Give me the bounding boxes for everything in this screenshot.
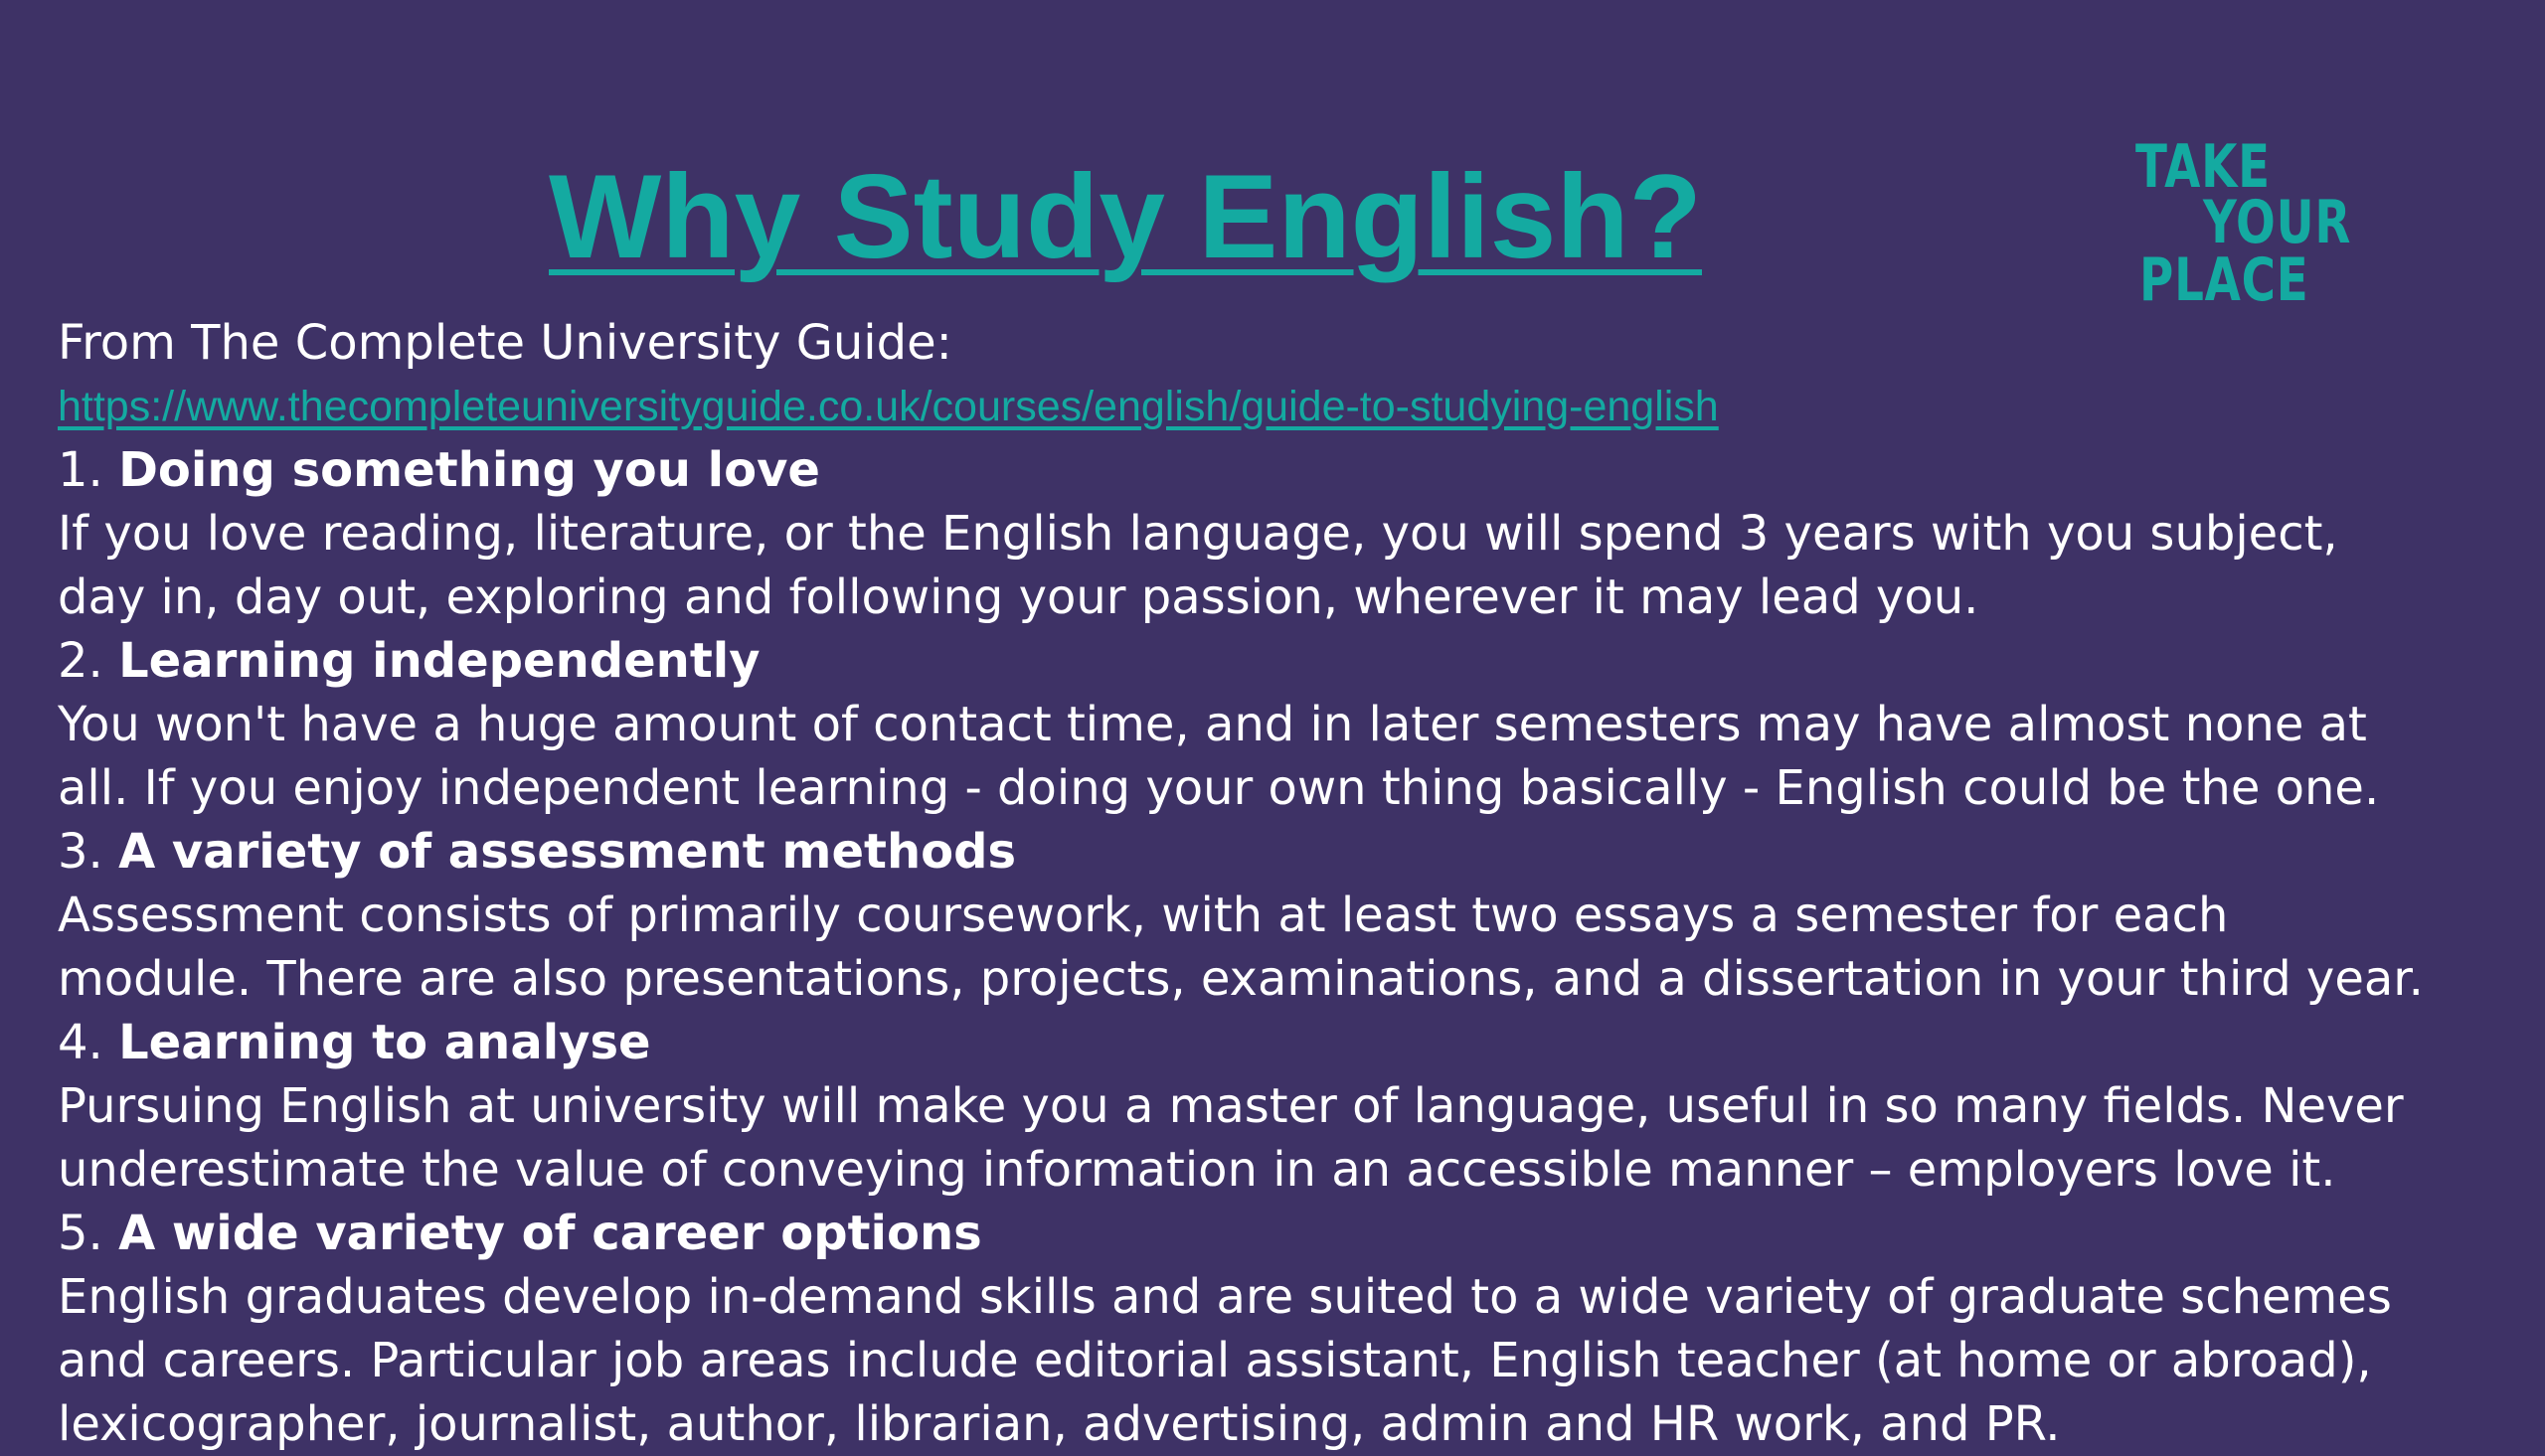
- point-body-line: module. There are also presentations, projects, examinations, and a dissertation in your third year.: [58, 951, 2424, 1007]
- logo-line-2: YOUR: [2203, 188, 2352, 257]
- point-title: Doing something you love: [118, 442, 820, 498]
- point-body-line: day in, day out, exploring and following your passion, wherever it may lead you.: [58, 569, 1979, 625]
- point-body-line: Assessment consists of primarily coursework, with at least two essays a semester for each: [58, 888, 2229, 943]
- point-heading-1: [58, 438, 2513, 502]
- point-title: A wide variety of career options: [118, 1206, 982, 1261]
- slide-body: [58, 311, 2513, 1456]
- point-heading-4: [58, 1011, 2513, 1074]
- logo-line-1: TAKE: [2135, 132, 2271, 202]
- take-your-place-logo: [2135, 131, 2364, 320]
- point-body-line: lexicographer, journalist, author, librarian, advertising, admin and HR work, and PR.: [58, 1396, 2061, 1452]
- point-number: 3.: [58, 824, 103, 880]
- slide-title: Why Study English?: [549, 150, 1702, 283]
- point-title: Learning to analyse: [118, 1015, 651, 1070]
- point-number: 1.: [58, 442, 103, 498]
- point-heading-5: [58, 1202, 2513, 1265]
- point-body-line: You won't have a huge amount of contact time, and in later semesters may have almost none at: [58, 697, 2367, 752]
- point-number: 2.: [58, 633, 103, 689]
- point-body-line: and careers. Particular job areas include editorial assistant, English teacher (at home or abroad),: [58, 1333, 2372, 1388]
- point-body-line: If you love reading, literature, or the English language, you will spend 3 years with you subject,: [58, 506, 2338, 562]
- point-body-line: Pursuing English at university will make you a master of language, useful in so many fields. Never: [58, 1078, 2404, 1134]
- point-title: A variety of assessment methods: [118, 824, 1017, 880]
- point-body-line: all. If you enjoy independent learning - doing your own thing basically - English could be the one.: [58, 760, 2380, 816]
- source-label: From The Complete University Guide:: [58, 315, 952, 371]
- logo-line-3: PLACE: [2139, 245, 2309, 315]
- source-link[interactable]: https://www.thecompleteuniversityguide.co.uk/courses/english/guide-to-studying-english: [58, 383, 1719, 430]
- point-number: 5.: [58, 1206, 103, 1261]
- point-heading-3: [58, 820, 2513, 884]
- point-heading-2: [58, 629, 2513, 693]
- point-body-line: underestimate the value of conveying information in an accessible manner – employers love it.: [58, 1142, 2336, 1198]
- point-body-line: English graduates develop in-demand skills and are suited to a wide variety of graduate schemes: [58, 1269, 2392, 1325]
- point-number: 4.: [58, 1015, 103, 1070]
- point-title: Learning independently: [118, 633, 761, 689]
